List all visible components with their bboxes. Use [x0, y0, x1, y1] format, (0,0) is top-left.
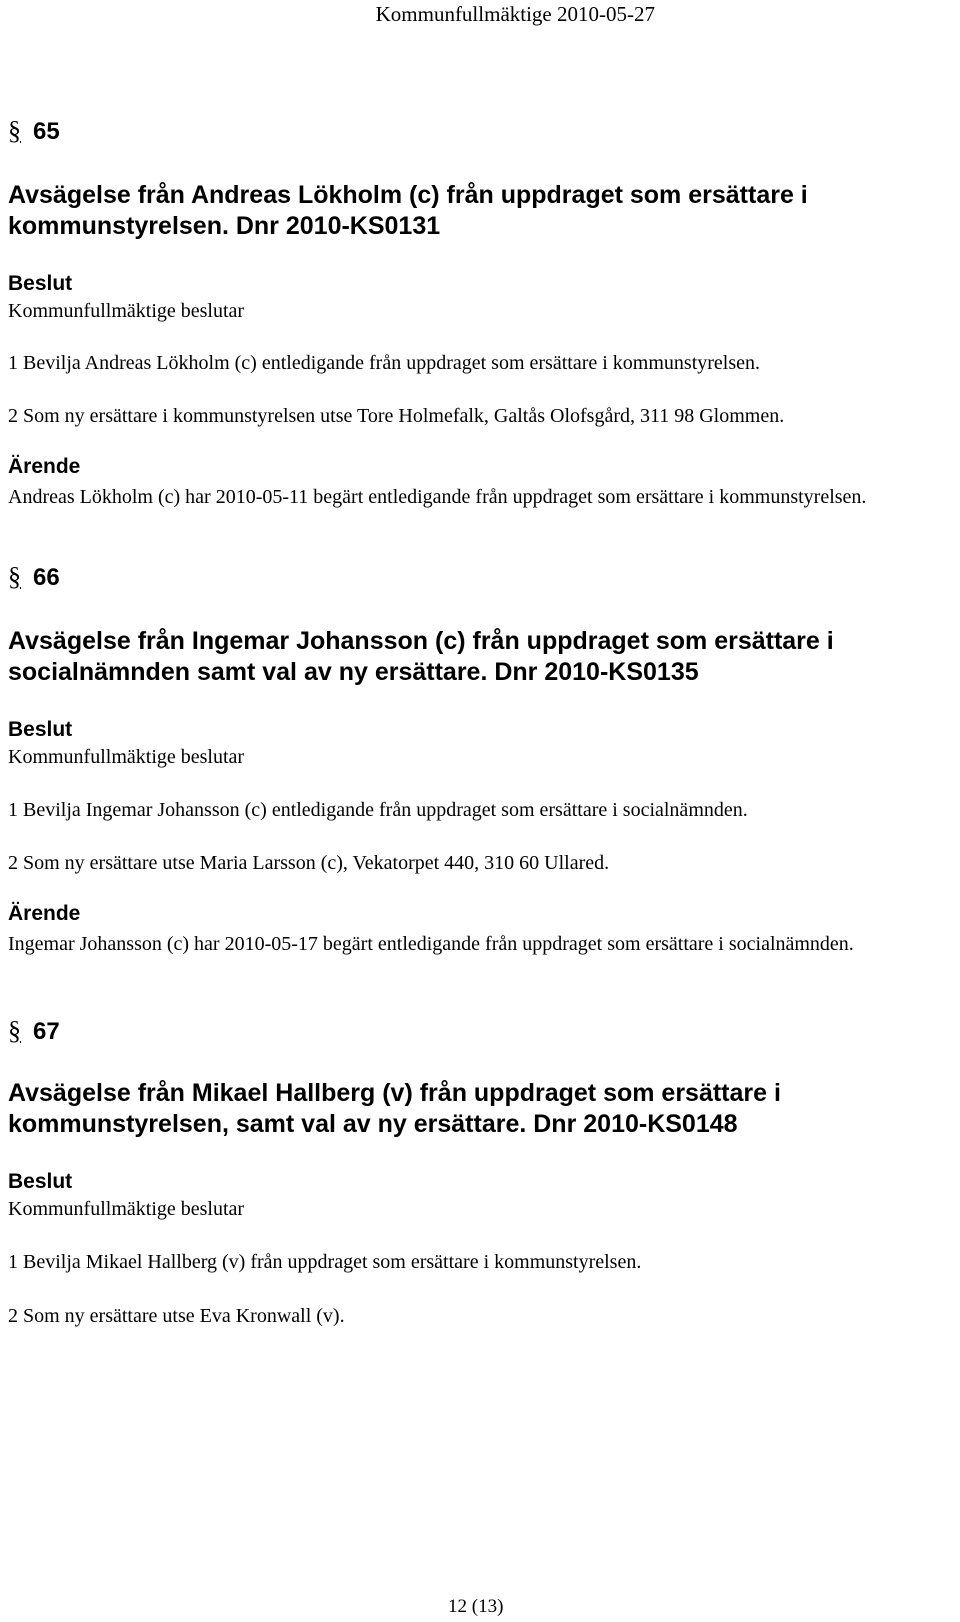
beslut-label: Beslut — [8, 272, 73, 295]
section-heading — [8, 1016, 60, 1046]
decision-item: 2 Som ny ersättare utse Maria Larsson (c), Vekatorpet 440, 310 60 Ullared. — [8, 852, 610, 874]
decision-item: 1 Bevilja Andreas Lökholm (c) entledigande från uppdraget som ersättare i kommunstyrelsen. — [8, 352, 761, 374]
beslut-label: Beslut — [8, 1170, 73, 1193]
section-heading — [8, 562, 60, 592]
arende-text: Andreas Lökholm (c) har 2010-05-11 begärt entledigande från uppdraget som ersättare i kommunstyrelsen. — [8, 486, 867, 508]
decides-text: Kommunfullmäktige beslutar — [8, 300, 245, 322]
section-number: 66 — [33, 564, 60, 591]
decides-text: Kommunfullmäktige beslutar — [8, 746, 245, 768]
section-title: Avsägelse från Andreas Lökholm (c) från uppdraget som ersättare i kommunstyrelsen. Dnr 2010-KS0131 — [8, 181, 808, 240]
section-heading — [8, 116, 60, 146]
page-header: Kommunfullmäktige 2010-05-27 — [375, 2, 655, 26]
section-number: 67 — [33, 1018, 60, 1045]
section-title: Avsägelse från Ingemar Johansson (c) från uppdraget som ersättare i socialnämnden samt val av ny ersättare. Dnr 2010-KS0135 — [8, 627, 834, 686]
decision-item: 2 Som ny ersättare utse Eva Kronwall (v). — [8, 1305, 345, 1327]
section-symbol: § — [8, 116, 21, 145]
arende-label: Ärende — [8, 455, 81, 478]
arende-text: Ingemar Johansson (c) har 2010-05-17 begärt entledigande från uppdraget som ersättare i socialnämnden. — [8, 933, 854, 955]
decision-item: 1 Bevilja Ingemar Johansson (c) entledigande från uppdraget som ersättare i socialnämnden. — [8, 799, 748, 821]
decides-text: Kommunfullmäktige beslutar — [8, 1198, 245, 1220]
decision-item: 2 Som ny ersättare i kommunstyrelsen utse Tore Holmefalk, Galtås Olofsgård, 311 98 Glommen. — [8, 405, 785, 427]
decision-item: 1 Bevilja Mikael Hallberg (v) från uppdraget som ersättare i kommunstyrelsen. — [8, 1251, 642, 1273]
section-title: Avsägelse från Mikael Hallberg (v) från uppdraget som ersättare i kommunstyrelsen, samt val av ny ersättare. Dnr 2010-KS0148 — [8, 1079, 781, 1138]
section-number: 65 — [33, 118, 60, 145]
section-symbol: § — [8, 1016, 21, 1045]
section-symbol: § — [8, 562, 21, 591]
arende-label: Ärende — [8, 902, 81, 925]
beslut-label: Beslut — [8, 718, 73, 741]
page-number: 12 (13) — [448, 1596, 504, 1617]
